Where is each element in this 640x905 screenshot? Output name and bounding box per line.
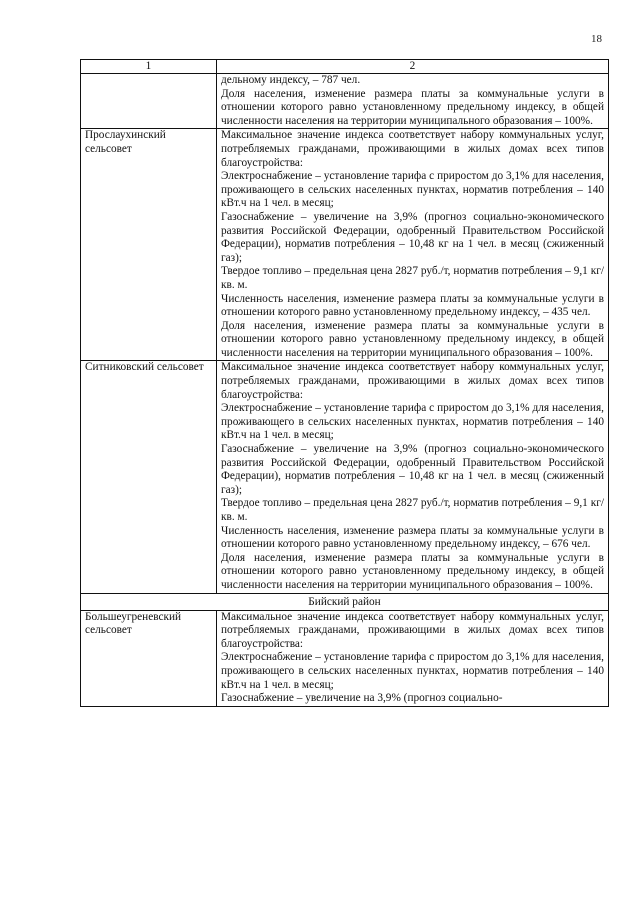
municipality-cell xyxy=(81,361,217,593)
paragraph: Максимальное значение индекса соответствует набору коммунальных услуг, потребляемых гражданами, проживающими в жилых домах всех типов благоустройства: xyxy=(221,361,604,401)
paragraph: Твердое топливо – предельная цена 2827 руб./т, норматив потребления – 9,1 кг/кв. м. xyxy=(221,497,604,523)
municipality-cell xyxy=(81,129,217,361)
paragraph: Численность населения, изменение размера платы за коммунальные услуги в отношении которого равно установленному предельному индексу, – 435 чел. xyxy=(221,292,604,319)
paragraph: Электроснабжение – установление тарифа с приростом до 3,1% для населения, проживающего в сельских населенных пунктах, норматив потребления – 140 кВт.ч на 1 чел. в месяц; xyxy=(221,402,604,442)
paragraph: дельному индексу, – 787 чел. xyxy=(221,74,361,86)
district-name: Бийский район xyxy=(81,593,609,610)
table-row xyxy=(81,74,609,129)
municipality-name: Ситниковский сельсовет xyxy=(85,361,204,374)
municipality-name: Прослаухинский сельсовет xyxy=(85,129,166,155)
paragraph: Доля населения, изменение размера платы за коммунальные услуги в отношении которого равно установленному предельному индексу, в общей численности населения на территории муниципального образования – 100%. xyxy=(221,87,604,127)
description-cell xyxy=(217,610,609,706)
page-number: 18 xyxy=(591,33,602,45)
paragraph: Доля населения, изменение размера платы за коммунальные услуги в отношении которого равно установленному предельному индексу, в общей численности населения на территории муниципального образования – 100%. xyxy=(221,319,604,359)
paragraph: Максимальное значение индекса соответствует набору коммунальных услуг, потребляемых гражданами, проживающими в жилых домах всех типов благоустройства: xyxy=(221,129,604,169)
paragraph: Твердое топливо – предельная цена 2827 руб./т, норматив потребления – 9,1 кг/кв. м. xyxy=(221,265,604,291)
column-header-2: 2 xyxy=(217,60,609,74)
paragraph: Газоснабжение – увеличение на 3,9% (прогноз социально-экономического развития Российской Федерации, одобренный Правительством Российской Федерации), норматив потребления – 10,48 кг на 1 чел. в месяц (сжиженный газ); xyxy=(221,210,604,264)
column-header-1: 1 xyxy=(81,60,217,74)
municipality-cell xyxy=(81,610,217,706)
municipality-cell xyxy=(81,74,217,129)
paragraph: Численность населения, изменение размера платы за коммунальные услуги в отношении которого равно установленному предельному индексу, – 676 чел. xyxy=(221,524,604,551)
description-cell xyxy=(217,361,609,593)
district-header-row xyxy=(81,593,609,610)
description-cell xyxy=(217,74,609,129)
paragraph: Электроснабжение – установление тарифа с приростом до 3,1% для населения, проживающего в сельских населенных пунктах, норматив потребления – 140 кВт.ч на 1 чел. в месяц; xyxy=(221,170,604,210)
table-header-row xyxy=(81,60,609,74)
paragraph: Электроснабжение – установление тарифа с приростом до 3,1% для населения, проживающего в сельских населенных пунктах, норматив потребления – 140 кВт.ч на 1 чел. в месяц; xyxy=(221,651,604,691)
table-row xyxy=(81,129,609,361)
paragraph: Максимальное значение индекса соответствует набору коммунальных услуг, потребляемых гражданами, проживающими в жилых домах всех типов благоустройства: xyxy=(221,610,604,650)
paragraph: Газоснабжение – увеличение на 3,9% (прогноз социально-экономического развития Российской Федерации, одобренный Правительством Российской Федерации), норматив потребления – 10,48 кг на 1 чел. в месяц (сжиженный газ); xyxy=(221,443,604,496)
paragraph: Газоснабжение – увеличение на 3,9% (прогноз социально- xyxy=(221,692,503,705)
paragraph: Доля населения, изменение размера платы за коммунальные услуги в отношении которого равно установленному предельному индексу, в общей численности населения на территории муниципального образования – 100%. xyxy=(221,551,604,591)
indices-table xyxy=(80,59,609,707)
table-row xyxy=(81,361,609,593)
description-cell xyxy=(217,129,609,361)
municipality-name: Большеугреневский сельсовет xyxy=(85,610,182,637)
table-row xyxy=(81,610,609,706)
